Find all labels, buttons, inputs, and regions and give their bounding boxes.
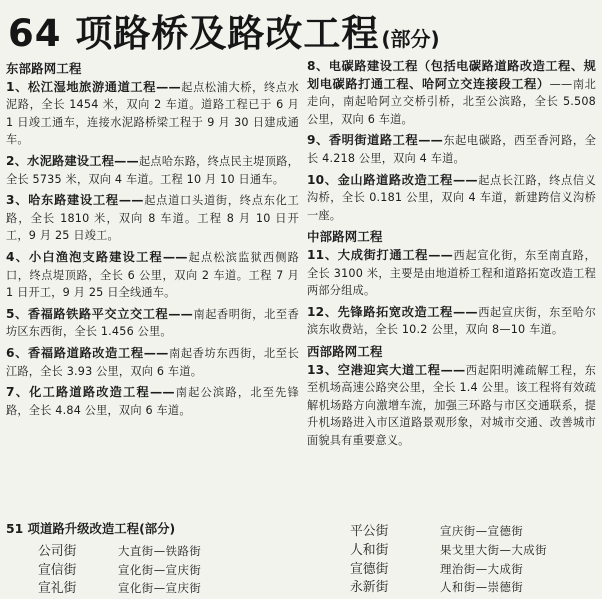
street-route: 果戈里大街—大成街 — [440, 543, 548, 557]
upgrade-list-heading: 51 项道路升级改造工程(部分) — [6, 521, 176, 536]
project-text: 起点松浦大桥，终点水泥路，全长 1454 米，双向 2 车道。道路工程已于 6 月 1 日竣工通车，连接水泥路桥梁工程于 9 月 30 日建成通车。 — [6, 80, 299, 147]
street-name: 宣德街 — [350, 562, 389, 577]
project-item — [307, 58, 596, 128]
street-name: 人和街 — [350, 543, 389, 558]
headline-main: 64 项路桥及路改工程 — [8, 12, 380, 55]
project-title: 9、香明街道路工程—— — [307, 133, 443, 148]
project-item — [307, 132, 596, 167]
project-title: 1、松江湿地旅游通道工程—— — [6, 79, 181, 94]
list-item — [350, 577, 523, 597]
project-text: 西起阳明滩疏解工程，东至机场高速公路突公里，全长 1.4 公里。该工程将有效疏解机场路方向激增车流，加强三环路与市区交通联系，提升机场路进入市区道路景观形象，对城市交通、改善城市面貌具有重要意义。 — [307, 363, 596, 447]
project-text: 西起宣庆街，东至哈尔滨东收费站，全长 10.2 公里，双向 8—10 车道。 — [307, 305, 596, 337]
project-title: 13、空港迎宾大道工程—— — [307, 362, 466, 377]
project-text: 南起香坊东西街，北至长江路，全长 3.93 公里，双向 6 车道。 — [6, 346, 299, 378]
project-title: 10、金山路道路改造工程—— — [307, 172, 478, 187]
project-item — [307, 304, 596, 339]
project-item — [307, 247, 596, 300]
project-item — [307, 172, 596, 225]
project-item — [6, 249, 299, 302]
project-text: ——南北走向，南起哈阿立交桥引桥，北至公滨路，全长 5.508 公里，双向 6 车道。 — [307, 77, 596, 126]
project-title: 12、先锋路拓宽改造工程—— — [307, 304, 478, 319]
project-item — [6, 192, 299, 245]
project-item — [6, 153, 299, 188]
project-title: 2、水泥路建设工程—— — [6, 153, 139, 168]
street-route: 宣庆街—宣德街 — [440, 524, 524, 538]
project-item — [6, 79, 299, 149]
project-text: 起点道口头道街，终点东化工路，全长 1810 米，双向 8 车道。工程 8 月 10 日开工，9 月 25 日竣工。 — [6, 194, 299, 243]
street-route: 理治街—大成街 — [440, 562, 524, 576]
street-route: 宣化街—宣庆街 — [118, 581, 202, 595]
section-heading-west: 西部路网工程 — [307, 343, 383, 359]
project-item — [307, 362, 596, 450]
list-item — [38, 541, 201, 561]
project-title: 8、电碳路建设工程（包括电碳路道路改造工程、规划电碳路打通工程、哈阿立交连接段工程） — [307, 59, 596, 91]
street-route: 人和街—崇德街 — [440, 580, 524, 594]
list-item — [38, 578, 201, 598]
street-route: 宣化街—宣庆街 — [118, 563, 202, 577]
street-name: 平公街 — [350, 524, 389, 539]
left-column — [6, 58, 299, 423]
section-heading-east: 东部路网工程 — [6, 61, 82, 76]
project-item — [6, 384, 299, 419]
project-text: 南起香明街，北至香坊区东西街，全长 1.456 公里。 — [6, 307, 299, 339]
project-text: 起点松滨监狱西侧路口，终点堤顶路，全长 6 公里，双向 2 车道。工程 7 月 1 日开工，9 月 25 日全线通车。 — [6, 250, 299, 300]
project-text: 东起电碳路，西至香河路，全长 4.218 公里，双向 4 车道。 — [307, 134, 596, 165]
list-item — [350, 559, 523, 579]
project-text: 南起公滨路，北至先锋路，全长 4.84 公里，双向 6 车道。 — [6, 386, 299, 417]
right-column — [307, 58, 596, 453]
project-text: 西起宣化街，东至南直路，全长 3100 米，主要是由地道桥工程和道路拓宽改造工程两部分组成。 — [307, 248, 596, 298]
headline-sub: (部分) — [381, 27, 440, 51]
section-heading-central: 中部路网工程 — [307, 229, 383, 245]
project-title: 6、香福路道路改造工程—— — [6, 345, 169, 360]
project-text: 起点哈东路，终点民主堤顶路，全长 5735 米，双向 4 车道。工程 10 月 10 日通车。 — [6, 154, 299, 186]
street-name: 宣信街 — [38, 563, 77, 578]
project-item — [6, 306, 299, 341]
headline — [8, 3, 440, 55]
project-item — [6, 345, 299, 380]
project-title: 5、香福路铁路平交立交工程—— — [6, 306, 194, 321]
street-name: 宣礼街 — [38, 581, 77, 596]
project-title: 4、小白渔泡支路建设工程—— — [6, 249, 188, 264]
project-title: 7、化工路道路改造工程—— — [6, 385, 175, 400]
project-text: 起点长江路，终点信义沟桥，全长 0.181 公里，双向 4 车道，新建跨信义沟桥一座。 — [307, 173, 596, 222]
street-route: 大直街—铁路街 — [118, 544, 202, 558]
street-name: 永新街 — [350, 580, 389, 595]
list-item — [350, 521, 523, 541]
project-title: 3、哈东路建设工程—— — [6, 193, 144, 208]
project-title: 11、大成街打通工程—— — [307, 247, 453, 262]
list-item — [350, 540, 547, 560]
street-name: 公司街 — [38, 544, 77, 559]
list-item — [38, 560, 201, 580]
